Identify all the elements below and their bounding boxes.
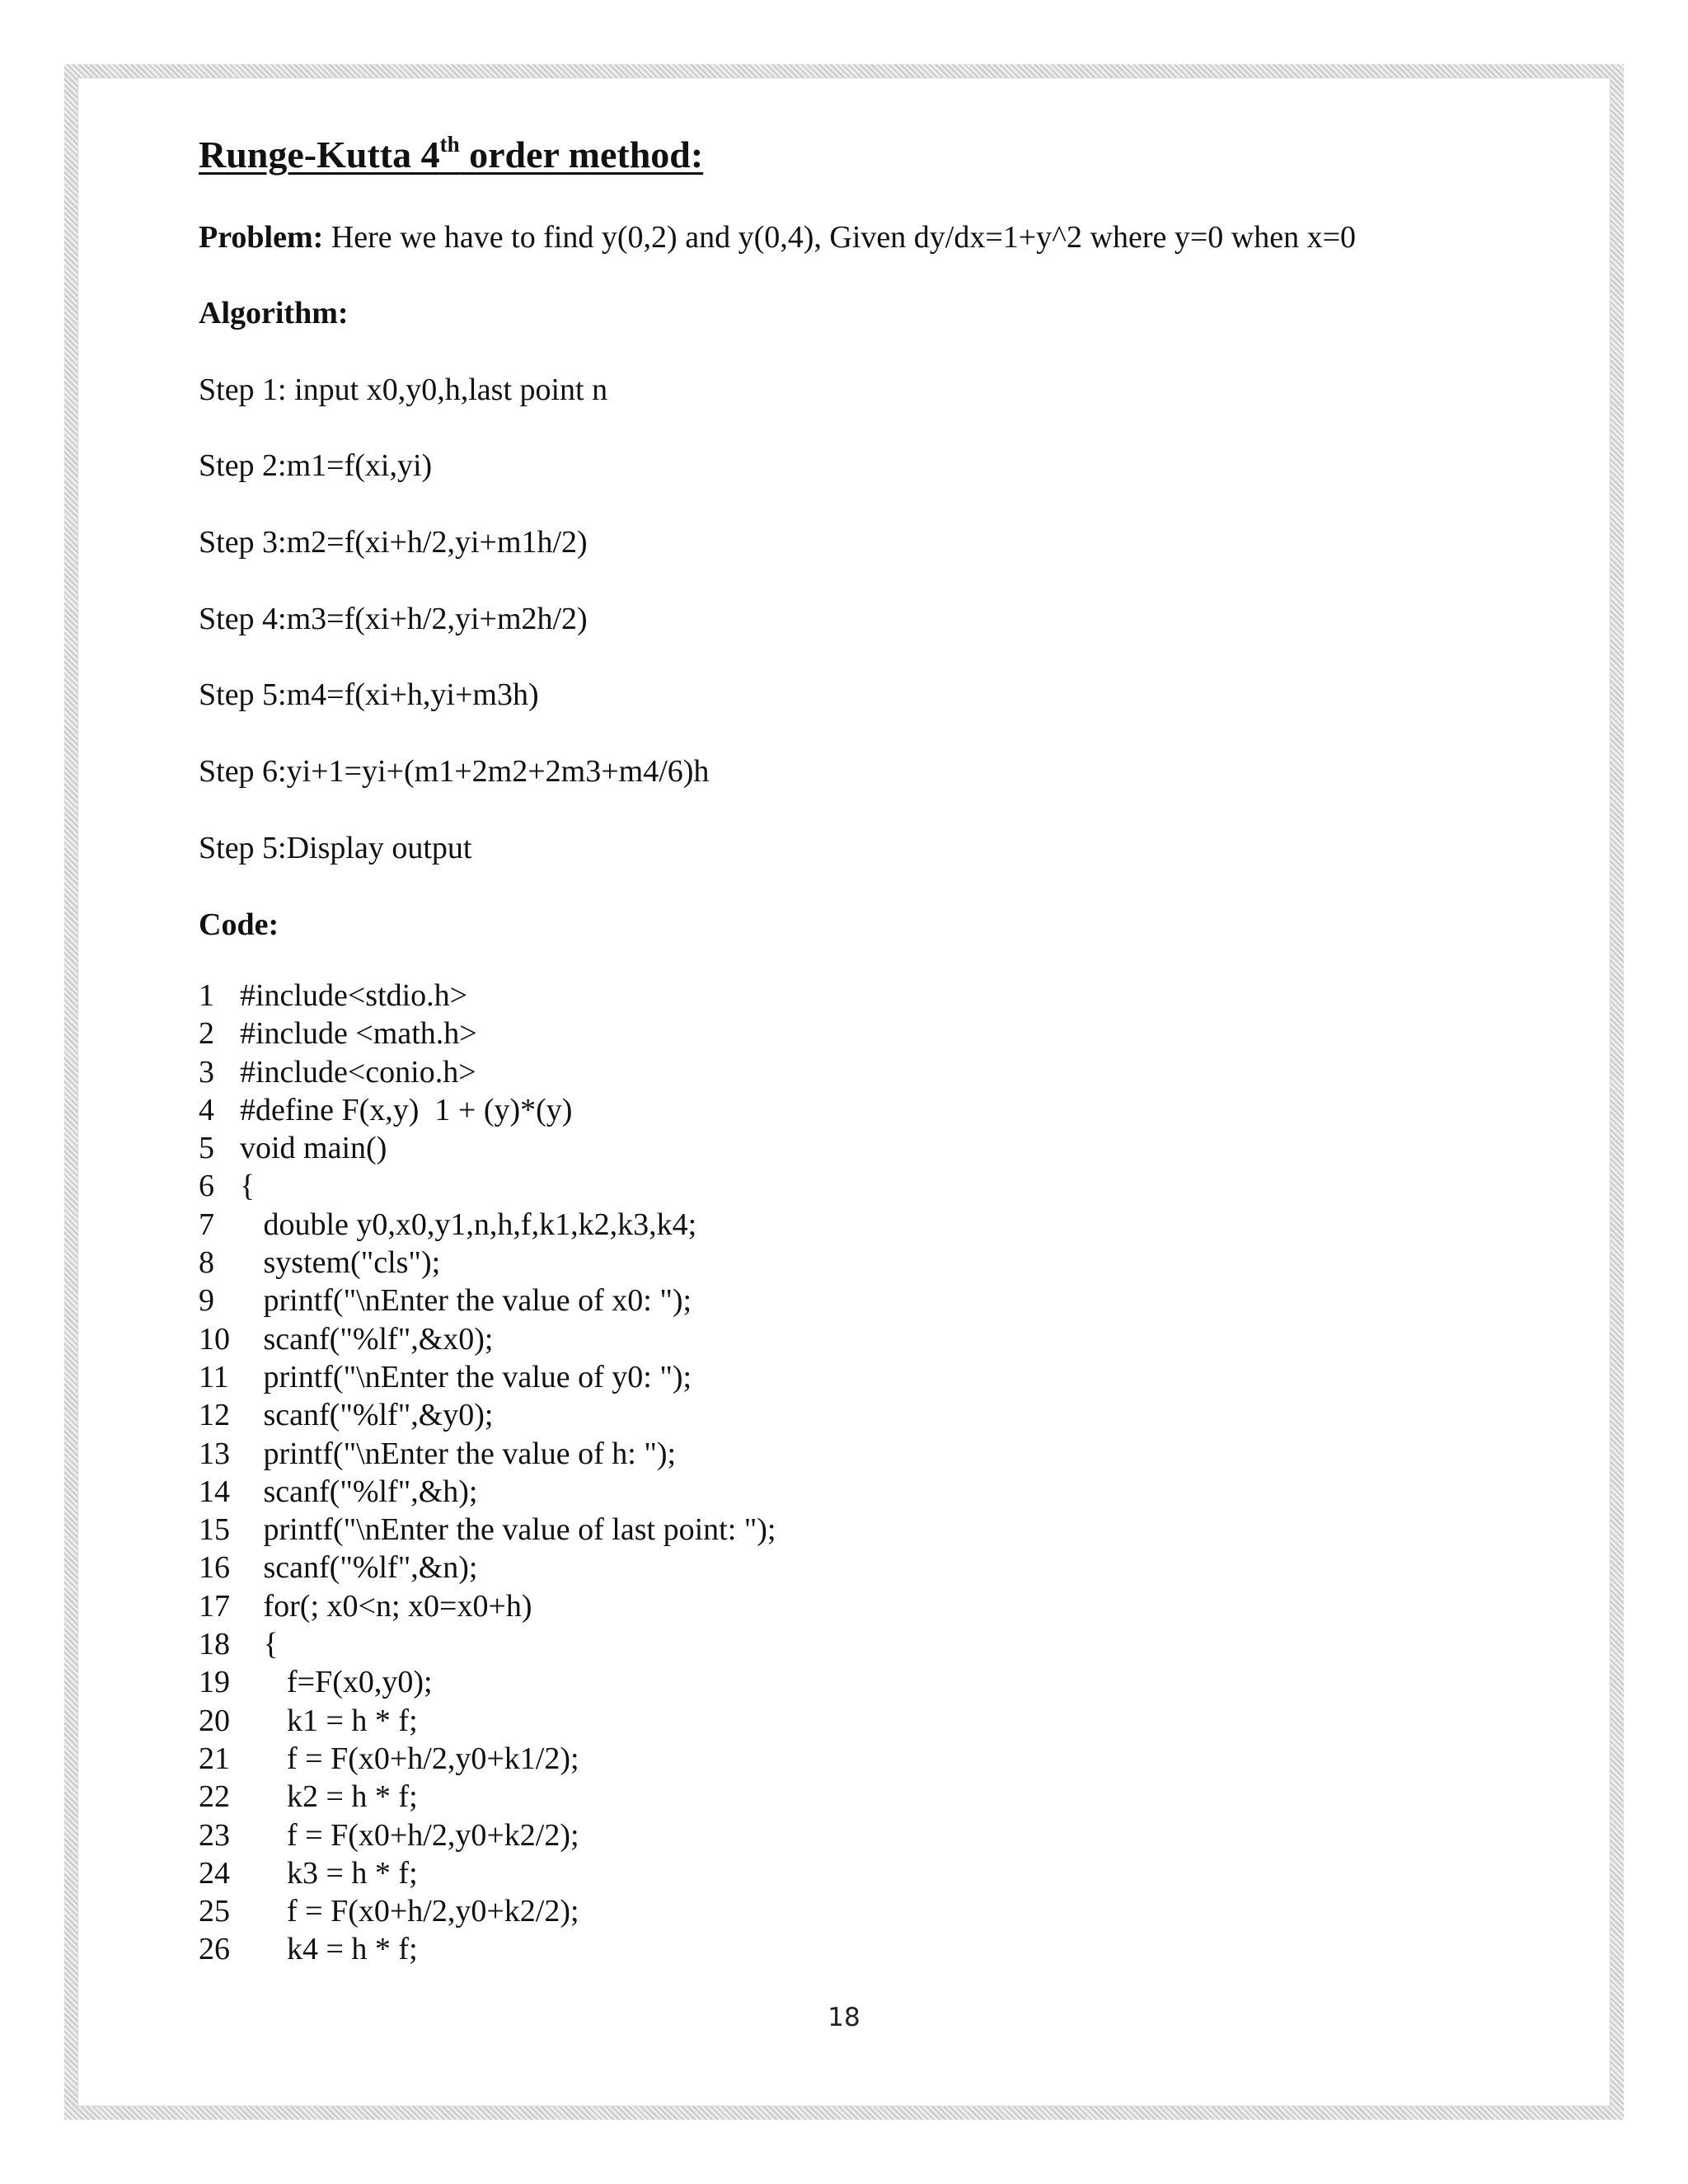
code-text: #include <math.h> [240,1016,477,1052]
line-number: 19 [199,1665,230,1700]
algorithm-step: Step 2:m1=f(xi,yi) [199,448,433,483]
code-line [199,1625,776,1663]
code-text: f=F(x0,y0); [240,1665,433,1700]
algorithm-step: Step 3:m2=f(xi+h/2,yi+m1h/2) [199,525,588,560]
algorithm-step: Step 5:m4=f(xi+h,yi+m3h) [199,677,539,712]
line-number: 8 [199,1245,214,1281]
code-line [199,1778,776,1816]
code-line [199,1320,776,1358]
title-rest: order method: [459,134,704,176]
code-text: scanf("%lf",&h); [240,1474,478,1509]
code-text: printf("\nEnter the value of y0: "); [240,1359,692,1394]
line-number: 10 [199,1321,230,1357]
problem-label: Problem: [199,220,324,255]
algorithm-step: Step 4:m3=f(xi+h/2,yi+m2h/2) [199,602,588,636]
algorithm-step: Step 6:yi+1=yi+(m1+2m2+2m3+m4/6)h [199,754,710,789]
line-number: 9 [199,1283,214,1319]
line-number: 1 [199,978,214,1013]
code-line [199,1091,776,1129]
code-heading: Code: [199,907,279,942]
code-text: k1 = h * f; [240,1703,418,1738]
line-number: 17 [199,1588,230,1624]
code-text: for(; x0<n; x0=x0+h) [240,1588,532,1624]
algorithm-step: Step 1: input x0,y0,h,last point n [199,373,608,407]
code-line [199,1587,776,1625]
code-text: scanf("%lf",&x0); [240,1321,494,1357]
code-line [199,1206,776,1244]
code-line [199,1511,776,1549]
code-text: #define F(x,y) 1 + (y)*(y) [240,1092,573,1127]
problem-text: Here we have to find y(0,2) and y(0,4), Given dy/dx=1+y^2 where y=0 when x=0 [323,220,1357,255]
code-text: k3 = h * f; [240,1855,418,1891]
code-line [199,1435,776,1473]
line-number: 11 [199,1359,229,1394]
line-number: 12 [199,1398,230,1433]
code-line [199,1244,776,1282]
problem-statement [199,219,1356,257]
algorithm-heading: Algorithm: [199,296,349,330]
line-number: 5 [199,1131,214,1166]
code-text: #include<conio.h> [240,1054,476,1090]
code-text: { [240,1627,279,1662]
code-text: double y0,x0,y1,n,h,f,k1,k2,k3,k4; [240,1207,697,1242]
code-listing [199,977,776,1969]
line-number: 16 [199,1550,230,1586]
code-text: void main() [240,1131,387,1166]
code-line [199,1473,776,1511]
line-number: 21 [199,1741,230,1776]
line-number: 14 [199,1474,230,1509]
line-number: 26 [199,1932,230,1967]
line-number: 24 [199,1855,230,1891]
page-number: 18 [828,2003,860,2032]
algorithm-step: Step 5:Display output [199,831,472,865]
code-line [199,1663,776,1701]
code-line [199,1816,776,1854]
code-text: scanf("%lf",&y0); [240,1398,494,1433]
code-text: f = F(x0+h/2,y0+k2/2); [240,1894,579,1929]
code-text: f = F(x0+h/2,y0+k1/2); [240,1741,579,1776]
code-line [199,1015,776,1052]
code-text: printf("\nEnter the value of x0: "); [240,1283,692,1319]
code-line [199,977,776,1015]
code-line [199,1740,776,1778]
code-line [199,1282,776,1319]
code-line [199,1892,776,1930]
line-number: 23 [199,1817,230,1853]
line-number: 7 [199,1207,214,1242]
code-line [199,1167,776,1205]
code-text: printf("\nEnter the value of h: "); [240,1436,677,1471]
page-title [199,132,703,177]
code-text: scanf("%lf",&n); [240,1550,478,1586]
line-number: 25 [199,1894,230,1929]
code-text: f = F(x0+h/2,y0+k2/2); [240,1817,579,1853]
code-text: k2 = h * f; [240,1779,418,1815]
line-number: 20 [199,1703,230,1738]
code-text: system("cls"); [240,1245,441,1281]
line-number: 13 [199,1436,230,1471]
title-main: Runge-Kutta 4 [199,134,440,176]
code-text: k4 = h * f; [240,1932,418,1967]
code-line [199,1930,776,1968]
line-number: 3 [199,1054,214,1090]
line-number: 4 [199,1092,214,1127]
code-text: { [240,1169,256,1204]
line-number: 18 [199,1627,230,1662]
title-superscript: th [439,132,460,157]
code-text: #include<stdio.h> [240,978,468,1013]
code-line [199,1854,776,1892]
line-number: 2 [199,1016,214,1052]
code-line [199,1129,776,1167]
code-line [199,1396,776,1434]
line-number: 6 [199,1169,214,1204]
code-line [199,1549,776,1586]
line-number: 22 [199,1779,230,1815]
code-line [199,1358,776,1396]
code-text: printf("\nEnter the value of last point: "); [240,1512,776,1548]
code-line [199,1702,776,1740]
code-line [199,1053,776,1091]
line-number: 15 [199,1512,230,1548]
